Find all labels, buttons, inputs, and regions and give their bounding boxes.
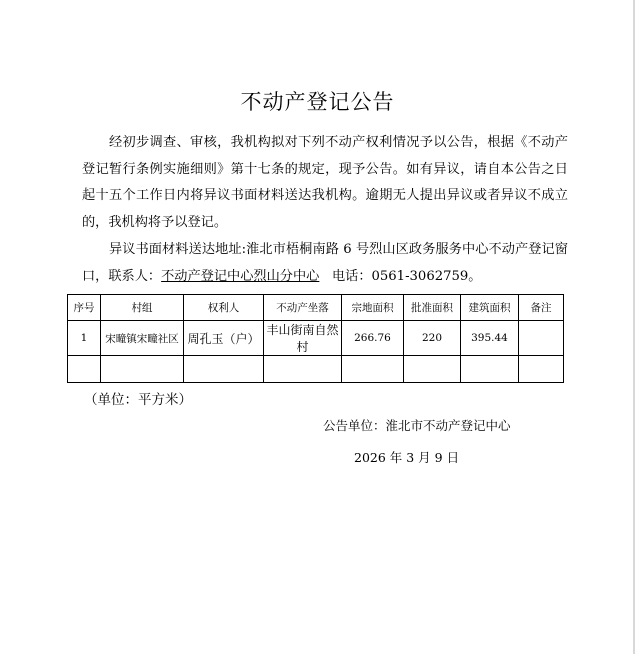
header-cell: 宗地面积: [342, 295, 404, 321]
table-cell: 周孔玉（户）: [184, 321, 264, 356]
table-cell: [342, 356, 404, 383]
table-cell: [184, 356, 264, 383]
table-cell: [68, 356, 101, 383]
table-row: [68, 356, 564, 383]
header-cell: 序号: [68, 295, 101, 321]
table-cell: [461, 356, 519, 383]
table-cell: 220: [404, 321, 461, 356]
table-cell: 丰山街南自然村: [264, 321, 342, 356]
table-cell: 395.44: [461, 321, 519, 356]
table-row: [68, 321, 564, 356]
header-cell: 批准面积: [404, 295, 461, 321]
header-cell: 权利人: [184, 295, 264, 321]
header-cell: 备注: [519, 295, 564, 321]
issuer-line: 公告单位：淮北市不动产登记中心: [323, 418, 511, 433]
table-cell: [101, 356, 184, 383]
table-cell: 1: [68, 321, 101, 356]
table-cell: [404, 356, 461, 383]
notice-date: 2026 年 3 月 9 日: [354, 450, 460, 465]
header-cell: 建筑面积: [461, 295, 519, 321]
property-table: [67, 294, 564, 383]
header-cell: 不动产坐落: [264, 295, 342, 321]
phone-number: 0561-3062759。: [371, 268, 482, 284]
phone-label: 电话：: [331, 268, 372, 284]
intro-paragraph: 经初步调查、审核，我机构拟对下列不动产权利情况予以公告，根据《不动产登记暂行条例实施细则》第十七条的规定，现予公告。如有异议，请自本公告之日起十五个工作日内将异议书面材料送达我机构。逾期无人提出异议或者异议不成立的，我机构将予以登记。: [82, 135, 568, 230]
notice-title: 不动产登记公告: [240, 90, 395, 114]
table-cell: [519, 356, 564, 383]
table-header-row: [68, 295, 564, 321]
address-prefix: 异议书面材料送达地址:: [109, 242, 247, 257]
header-cell: 村组: [101, 295, 184, 321]
table-cell: 266.76: [342, 321, 404, 356]
table-cell: [519, 321, 564, 356]
table-cell: 宋疃镇宋疃社区: [101, 321, 184, 356]
unit-note: （单位：平方米）: [84, 392, 192, 408]
address-location: 淮北市梧桐南路 6 号烈山区政务服务中心不动产登记窗口，联系人：: [82, 242, 568, 284]
address-paragraph: [82, 237, 568, 290]
contact-name: 不动产登记中心烈山分中心: [161, 268, 320, 284]
table-cell: [264, 356, 342, 383]
